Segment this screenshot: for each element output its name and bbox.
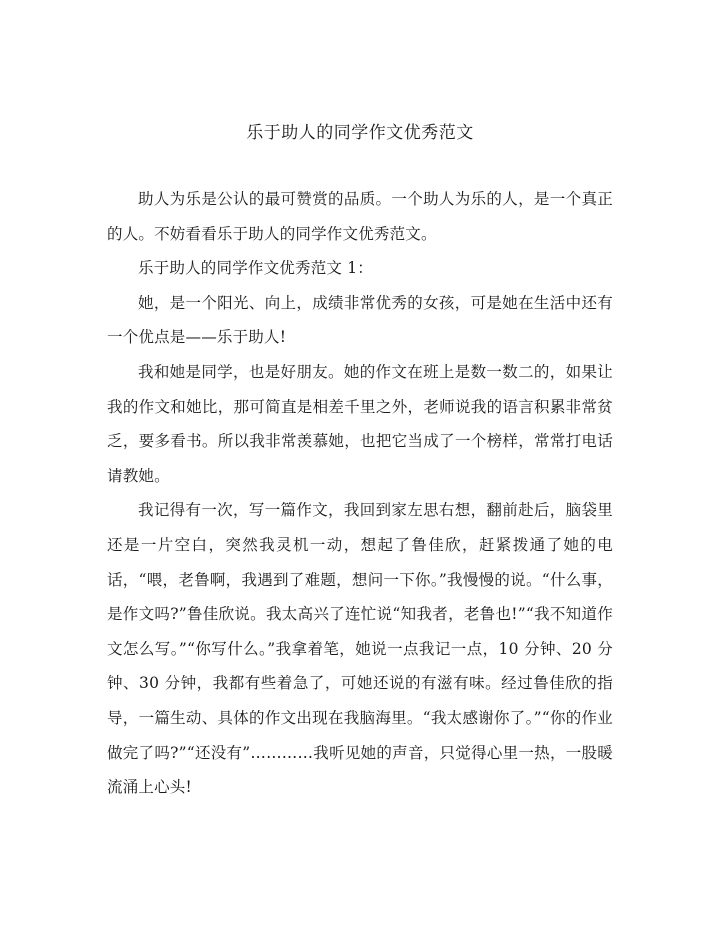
paragraph-2: 我和她是同学，也是好朋友。她的作文在班上是数一数二的，如果让我的作文和她比，那可简直是相差千里之外，老师说我的语言积累非常贫乏，要多看书。所以我非常羡慕她，也把它当成了一个榜样，常常打电话请教她。 [107, 362, 613, 485]
paragraph-subheading: 乐于助人的同学作文优秀范文 1： [138, 259, 373, 278]
paragraph-1: 她，是一个阳光、向上，成绩非常优秀的女孩，可是她在生活中还有一个优点是——乐于助人! [107, 293, 613, 347]
paragraph-intro: 助人为乐是公认的最可赞赏的品质。一个助人为乐的人，是一个真正的人。不妨看看乐于助人的同学作文优秀范文。 [107, 190, 613, 243]
document-body [107, 182, 613, 805]
paragraph-3: 我记得有一次，写一篇作文，我回到家左思右想，翻前赴后，脑袋里还是一片空白，突然我灵机一动，想起了鲁佳欣，赶紧拨通了她的电话，“喂，老鲁啊，我遇到了难题，想问一下你。”我慢慢的说。“什么事，是作文吗?”鲁佳欣说。我太高兴了连忙说“知我者，老鲁也!”“我不知道作文怎么写。”“你写什么。”我拿着笔，她说一点我记一点，10 分钟、20 分钟、30 分钟，我都有些着急了，可她还说的有滋有味。经过鲁佳欣的指导，一篇生动、具体的作文出现在我脑海里。“我太感谢你了。”“你的作业做完了吗?”“还没有”…………我听见她的声音，只觉得心里一热，一股暖流涌上心头! [107, 501, 613, 797]
document-title: 乐于助人的同学作文优秀范文 [246, 123, 474, 143]
